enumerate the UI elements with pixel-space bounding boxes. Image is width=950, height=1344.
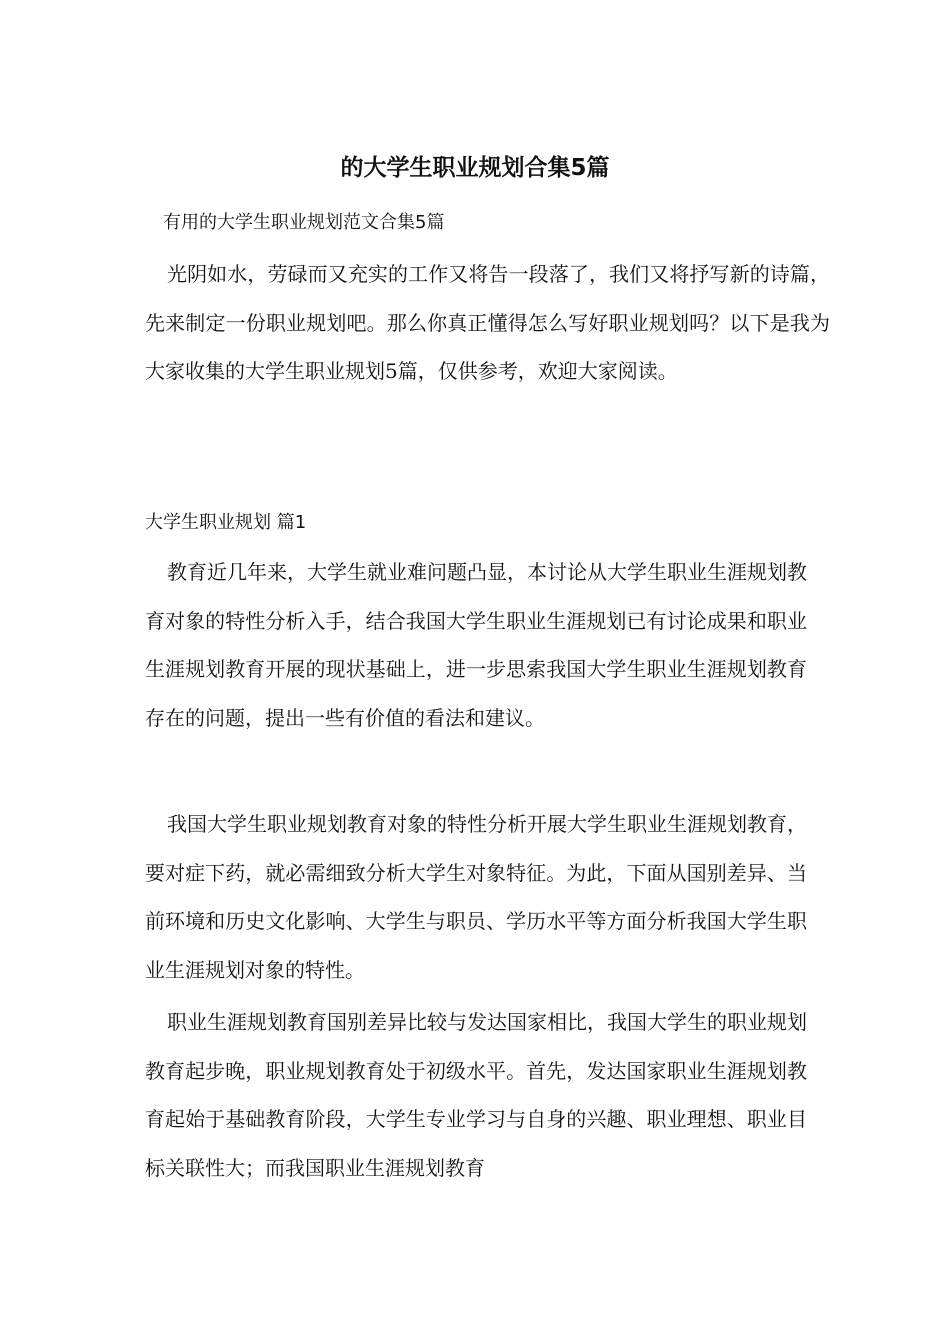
body-paragraph: 教育近几年来，大学生就业难问题凸显，本讨论从大学生职业生涯规划教育对象的特性分析入手，结合我国大学生职业生涯规划已有讨论成果和职业生涯规划教育开展的现状基础上，进一步思索我国大学生职业生涯规划教育存在的问题，提出一些有价值的看法和建议。: [145, 560, 807, 730]
section-heading: 大学生职业规划 篇1: [145, 512, 307, 533]
body-paragraph: 我国大学生职业规划教育对象的特性分析开展大学生职业生涯规划教育，要对症下药，就必需细致分析大学生对象特征。为此，下面从国别差异、当前环境和历史文化影响、大学生与职员、学历水平等方面分析我国大学生职业生涯规划对象的特性。: [145, 812, 807, 982]
intro-paragraph: 光阴如水，劳碌而又充实的工作又将告一段落了，我们又将抒写新的诗篇，先来制定一份职业规划吧。那么你真正懂得怎么写好职业规划吗？以下是我为大家收集的大学生职业规划5篇，仅供参考，欢迎大家阅读。: [145, 262, 830, 383]
body-paragraph: 职业生涯规划教育国别差异比较与发达国家相比，我国大学生的职业规划教育起步晚，职业规划教育处于初级水平。首先，发达国家职业生涯规划教育起始于基础教育阶段，大学生专业学习与自身的兴趣、职业理想、职业目标关联性大；而我国职业生涯规划教育: [145, 1010, 807, 1180]
document-title: 的大学生职业规划合集5篇: [340, 155, 610, 181]
document-subtitle: 有用的大学生职业规划范文合集5篇: [163, 212, 445, 233]
